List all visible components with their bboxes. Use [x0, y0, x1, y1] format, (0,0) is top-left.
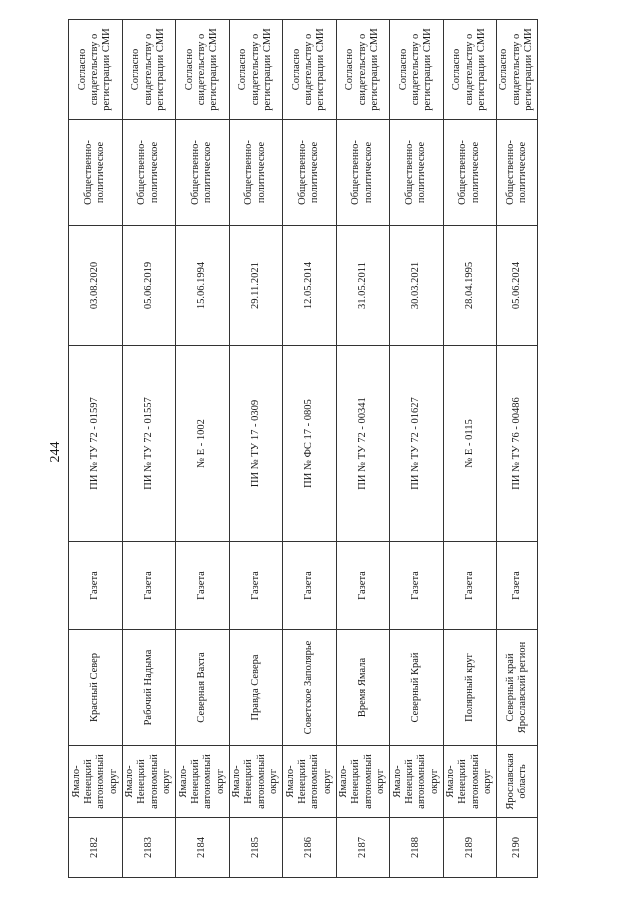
table-row [497, 20, 538, 878]
media-type-cell: Газета [497, 542, 538, 630]
registration-number-cell: ПИ № ФС 17 - 0805 [283, 346, 337, 542]
registration-date-cell: 12.05.2014 [283, 226, 337, 346]
table-row [176, 20, 230, 878]
term-cell: Согласно свидетельству о регистрации СМИ [390, 20, 444, 120]
row-number: 2182 [69, 818, 123, 878]
term-cell: Согласно свидетельству о регистрации СМИ [69, 20, 123, 120]
topic-cell: Общественно-политическое [176, 120, 230, 226]
row-number: 2186 [283, 818, 337, 878]
row-number: 2187 [336, 818, 390, 878]
topic-cell: Общественно-политическое [336, 120, 390, 226]
term-cell: Согласно свидетельству о регистрации СМИ [176, 20, 230, 120]
topic-cell: Общественно-политическое [69, 120, 123, 226]
region-cell: Ямало-Ненецкий автономный округ [390, 746, 444, 818]
term-cell: Согласно свидетельству о регистрации СМИ [122, 20, 176, 120]
registration-number-cell: ПИ № ТУ 76 - 00486 [497, 346, 538, 542]
table-row [336, 20, 390, 878]
row-number: 2189 [443, 818, 497, 878]
registration-date-cell: 03.08.2020 [69, 226, 123, 346]
registration-number-cell: ПИ № ТУ 17 - 0309 [229, 346, 283, 542]
region-cell: Ярославская область [497, 746, 538, 818]
region-cell: Ямало-Ненецкий автономный округ [283, 746, 337, 818]
media-name-cell: Северный край Ярославский регион [497, 630, 538, 746]
table-row [443, 20, 497, 878]
region-cell: Ямало-Ненецкий автономный округ [122, 746, 176, 818]
media-name-cell: Правда Севера [229, 630, 283, 746]
registration-date-cell: 28.04.1995 [443, 226, 497, 346]
registration-date-cell: 31.05.2011 [336, 226, 390, 346]
region-cell: Ямало-Ненецкий автономный округ [229, 746, 283, 818]
topic-cell: Общественно-политическое [497, 120, 538, 226]
term-cell: Согласно свидетельству о регистрации СМИ [283, 20, 337, 120]
topic-cell: Общественно-политическое [390, 120, 444, 226]
media-name-cell: Северный Край [390, 630, 444, 746]
media-name-cell: Северная Вахта [176, 630, 230, 746]
row-number: 2185 [229, 818, 283, 878]
term-cell: Согласно свидетельству о регистрации СМИ [336, 20, 390, 120]
table-row [390, 20, 444, 878]
registration-date-cell: 05.06.2019 [122, 226, 176, 346]
media-registry-table [68, 19, 538, 878]
region-cell: Ямало-Ненецкий автономный округ [176, 746, 230, 818]
region-cell: Ямало-Ненецкий автономный округ [69, 746, 123, 818]
topic-cell: Общественно-политическое [443, 120, 497, 226]
media-type-cell: Газета [390, 542, 444, 630]
registration-number-cell: № Е - 1002 [176, 346, 230, 542]
media-type-cell: Газета [229, 542, 283, 630]
media-type-cell: Газета [283, 542, 337, 630]
topic-cell: Общественно-политическое [122, 120, 176, 226]
media-type-cell: Газета [69, 542, 123, 630]
rotated-table-wrapper [68, 20, 538, 878]
registration-date-cell: 29.11.2021 [229, 226, 283, 346]
region-cell: Ямало-Ненецкий автономный округ [336, 746, 390, 818]
media-type-cell: Газета [122, 542, 176, 630]
registration-number-cell: ПИ № ТУ 72 - 01557 [122, 346, 176, 542]
table-row [283, 20, 337, 878]
registration-number-cell: ПИ № ТУ 72 - 01597 [69, 346, 123, 542]
media-name-cell: Советское Заполярье [283, 630, 337, 746]
registration-date-cell: 05.06.2024 [497, 226, 538, 346]
registration-number-cell: ПИ № ТУ 72 - 01627 [390, 346, 444, 542]
media-type-cell: Газета [176, 542, 230, 630]
term-cell: Согласно свидетельству о регистрации СМИ [497, 20, 538, 120]
registration-number-cell: ПИ № ТУ 72 - 00341 [336, 346, 390, 542]
registration-date-cell: 30.03.2021 [390, 226, 444, 346]
region-cell: Ямало-Ненецкий автономный округ [443, 746, 497, 818]
table-row [122, 20, 176, 878]
table-row [69, 20, 123, 878]
media-type-cell: Газета [336, 542, 390, 630]
row-number: 2190 [497, 818, 538, 878]
media-name-cell: Рабочий Надыма [122, 630, 176, 746]
media-type-cell: Газета [443, 542, 497, 630]
term-cell: Согласно свидетельству о регистрации СМИ [443, 20, 497, 120]
registration-number-cell: № Е - 0115 [443, 346, 497, 542]
table-row [229, 20, 283, 878]
page-number: 244 [48, 441, 63, 463]
media-name-cell: Красный Север [69, 630, 123, 746]
row-number: 2183 [122, 818, 176, 878]
row-number: 2184 [176, 818, 230, 878]
media-name-cell: Время Ямала [336, 630, 390, 746]
media-name-cell: Полярный круг [443, 630, 497, 746]
topic-cell: Общественно-политическое [283, 120, 337, 226]
topic-cell: Общественно-политическое [229, 120, 283, 226]
term-cell: Согласно свидетельству о регистрации СМИ [229, 20, 283, 120]
registration-date-cell: 15.06.1994 [176, 226, 230, 346]
row-number: 2188 [390, 818, 444, 878]
